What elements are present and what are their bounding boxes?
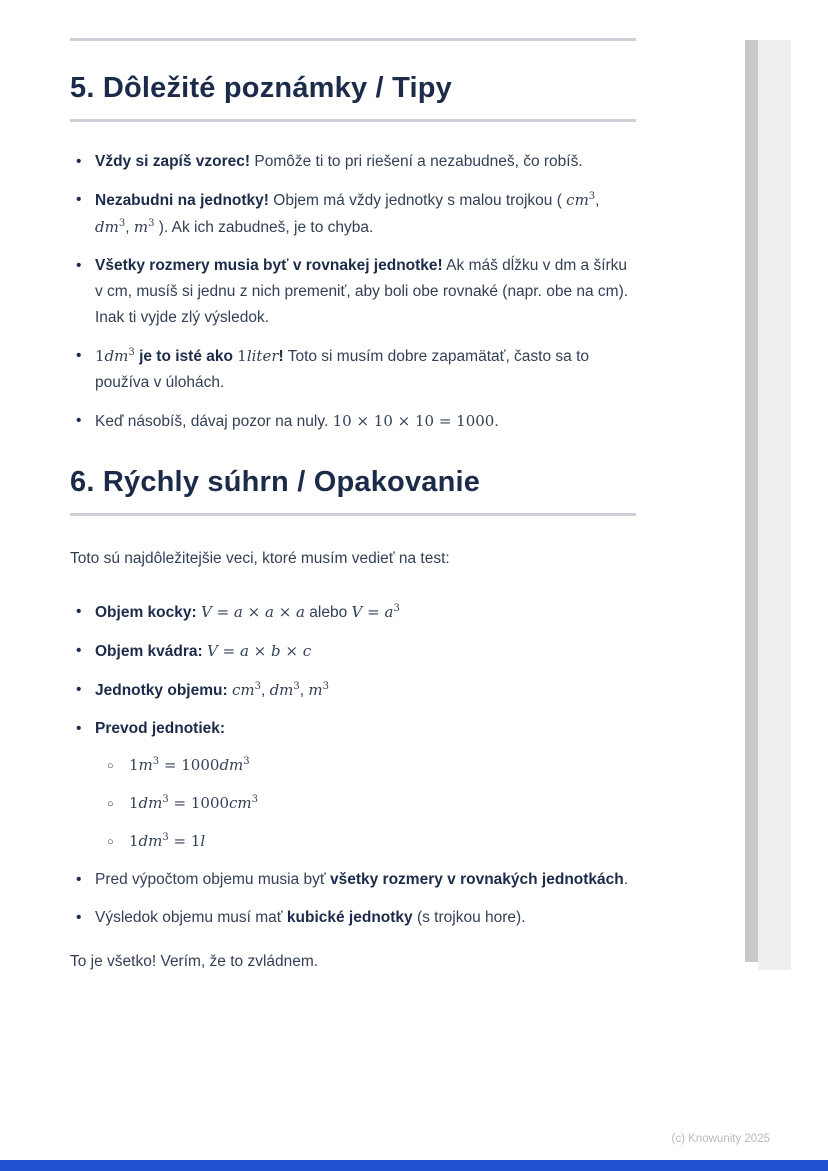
list-item: • Pred výpočtom objemu musia byť všetky rozmery v rovnakých jednotkách. [70, 867, 636, 893]
sub-list-item [107, 752, 636, 779]
section-5-title: 5. Dôležité poznámky / Tipy [70, 72, 452, 104]
bullet-marker: • [76, 256, 82, 274]
math-expression: $V = a^3$ [351, 602, 400, 621]
bullet-marker: • [76, 602, 82, 620]
bullet-marker: • [76, 411, 82, 429]
circle-marker: ○ [107, 759, 114, 772]
bullet-marker: • [76, 190, 82, 208]
bullet-marker: • [76, 719, 82, 737]
sub-list [107, 752, 636, 855]
section-6-list [70, 599, 636, 931]
section-6-intro: Toto sú najdôležitejšie veci, ktoré musím vedieť na test: [70, 549, 450, 567]
scrollbar-track[interactable] [758, 40, 791, 970]
math-expression: $1m^3 = 1000dm^3$ [129, 755, 250, 774]
bullet-marker: • [76, 641, 82, 659]
bold-text: ! [278, 347, 284, 365]
bullet-marker: • [76, 680, 82, 698]
list-item: • $1dm^3$ je to isté ako 1liter! Toto si musím dobre zapamätať, často sa to používa v úlohách. [70, 343, 636, 396]
bold-text: Prevod jednotiek: [95, 719, 226, 737]
math-expression: $dm^3$ [95, 217, 126, 236]
list-item: • Jednotky objemu: $cm^3$, $dm^3$, $m^3$ [70, 677, 636, 704]
section-5-list [70, 149, 636, 435]
scrollbar-thumb[interactable] [745, 40, 758, 962]
math-expression: $dm^3$ [269, 680, 300, 699]
copyright-note: (c) Knowunity 2025 [671, 1133, 770, 1145]
list-item: • Objem kocky: V = a × a × a alebo $V = a^3$ [70, 599, 636, 626]
list-item: • Výsledok objemu musí mať kubické jednotky (s trojkou hore). [70, 905, 636, 931]
bullet-marker: • [76, 346, 82, 364]
bullet-marker: • [76, 908, 82, 926]
bold-text: kubické jednotky [286, 908, 413, 926]
bullet-marker: • [76, 870, 82, 888]
sub-list-item [107, 828, 636, 855]
bullet-marker: • [76, 152, 82, 170]
section-6-outro: To je všetko! Verím, že to zvládnem. [70, 952, 319, 970]
section-5-divider [70, 119, 636, 122]
list-item: • Všetky rozmery musia byť v rovnakej jednotke! Ak máš dĺžku v dm a šírku v cm, musíš si jednu z nich premeniť, aby boli obe rovnaké (napr. obe na cm). Inak ti vyjde zlý výsledok. [70, 253, 636, 331]
math-expression: $m^3$ [308, 680, 330, 699]
math-expression: 10 × 10 × 10 = 1000 [332, 411, 495, 430]
bold-text: Vždy si zapíš vzorec! [95, 152, 251, 170]
math-expression: $1dm^3 = 1l$ [129, 831, 206, 850]
circle-marker: ○ [107, 797, 114, 810]
bold-text: Objem kocky: [95, 603, 197, 621]
top-divider [70, 38, 636, 41]
bold-text: Všetky rozmery musia byť v rovnakej jednotke! [95, 256, 443, 274]
math-expression: V = a × b × c [207, 641, 312, 660]
bold-text: všetky rozmery v rovnakých jednotkách [329, 870, 624, 888]
math-expression: $1dm^3 = 1000cm^3$ [129, 793, 259, 812]
bold-text: je to isté ako [139, 347, 233, 365]
bold-text: Objem kvádra: [95, 642, 203, 660]
math-expression: $cm^3$ [231, 680, 261, 699]
math-expression: $m^3$ [133, 217, 155, 236]
list-item [70, 716, 636, 855]
document-page [70, 0, 636, 975]
section-6-title: 6. Rýchly súhrn / Opakovanie [70, 465, 481, 498]
math-expression: V = a × a × a [200, 602, 305, 621]
math-expression: $cm^3$ [566, 190, 596, 209]
bold-text: Nezabudni na jednotky! [95, 191, 269, 209]
section-6-divider [70, 513, 636, 516]
list-item: • Vždy si zapíš vzorec! Pomôže ti to pri riešení a nezabudneš, čo robíš. [70, 149, 636, 175]
list-item: • Keď násobíš, dávaj pozor na nuly. 10 × 10 × 10 = 1000. [70, 408, 636, 435]
math-expression: 1liter [237, 346, 279, 365]
page-accent-bar [0, 1160, 828, 1171]
circle-marker: ○ [107, 835, 114, 848]
list-item [70, 638, 636, 665]
sub-list-item [107, 790, 636, 817]
list-item: • Nezabudni na jednotky! Objem má vždy jednotky s malou trojkou ( $cm^3$, $dm^3$, $m^3$ ). Ak ich zabudneš, je to chyba. [70, 187, 636, 241]
math-expression: $1dm^3$ [95, 346, 135, 365]
bold-text: Jednotky objemu: [95, 681, 228, 699]
